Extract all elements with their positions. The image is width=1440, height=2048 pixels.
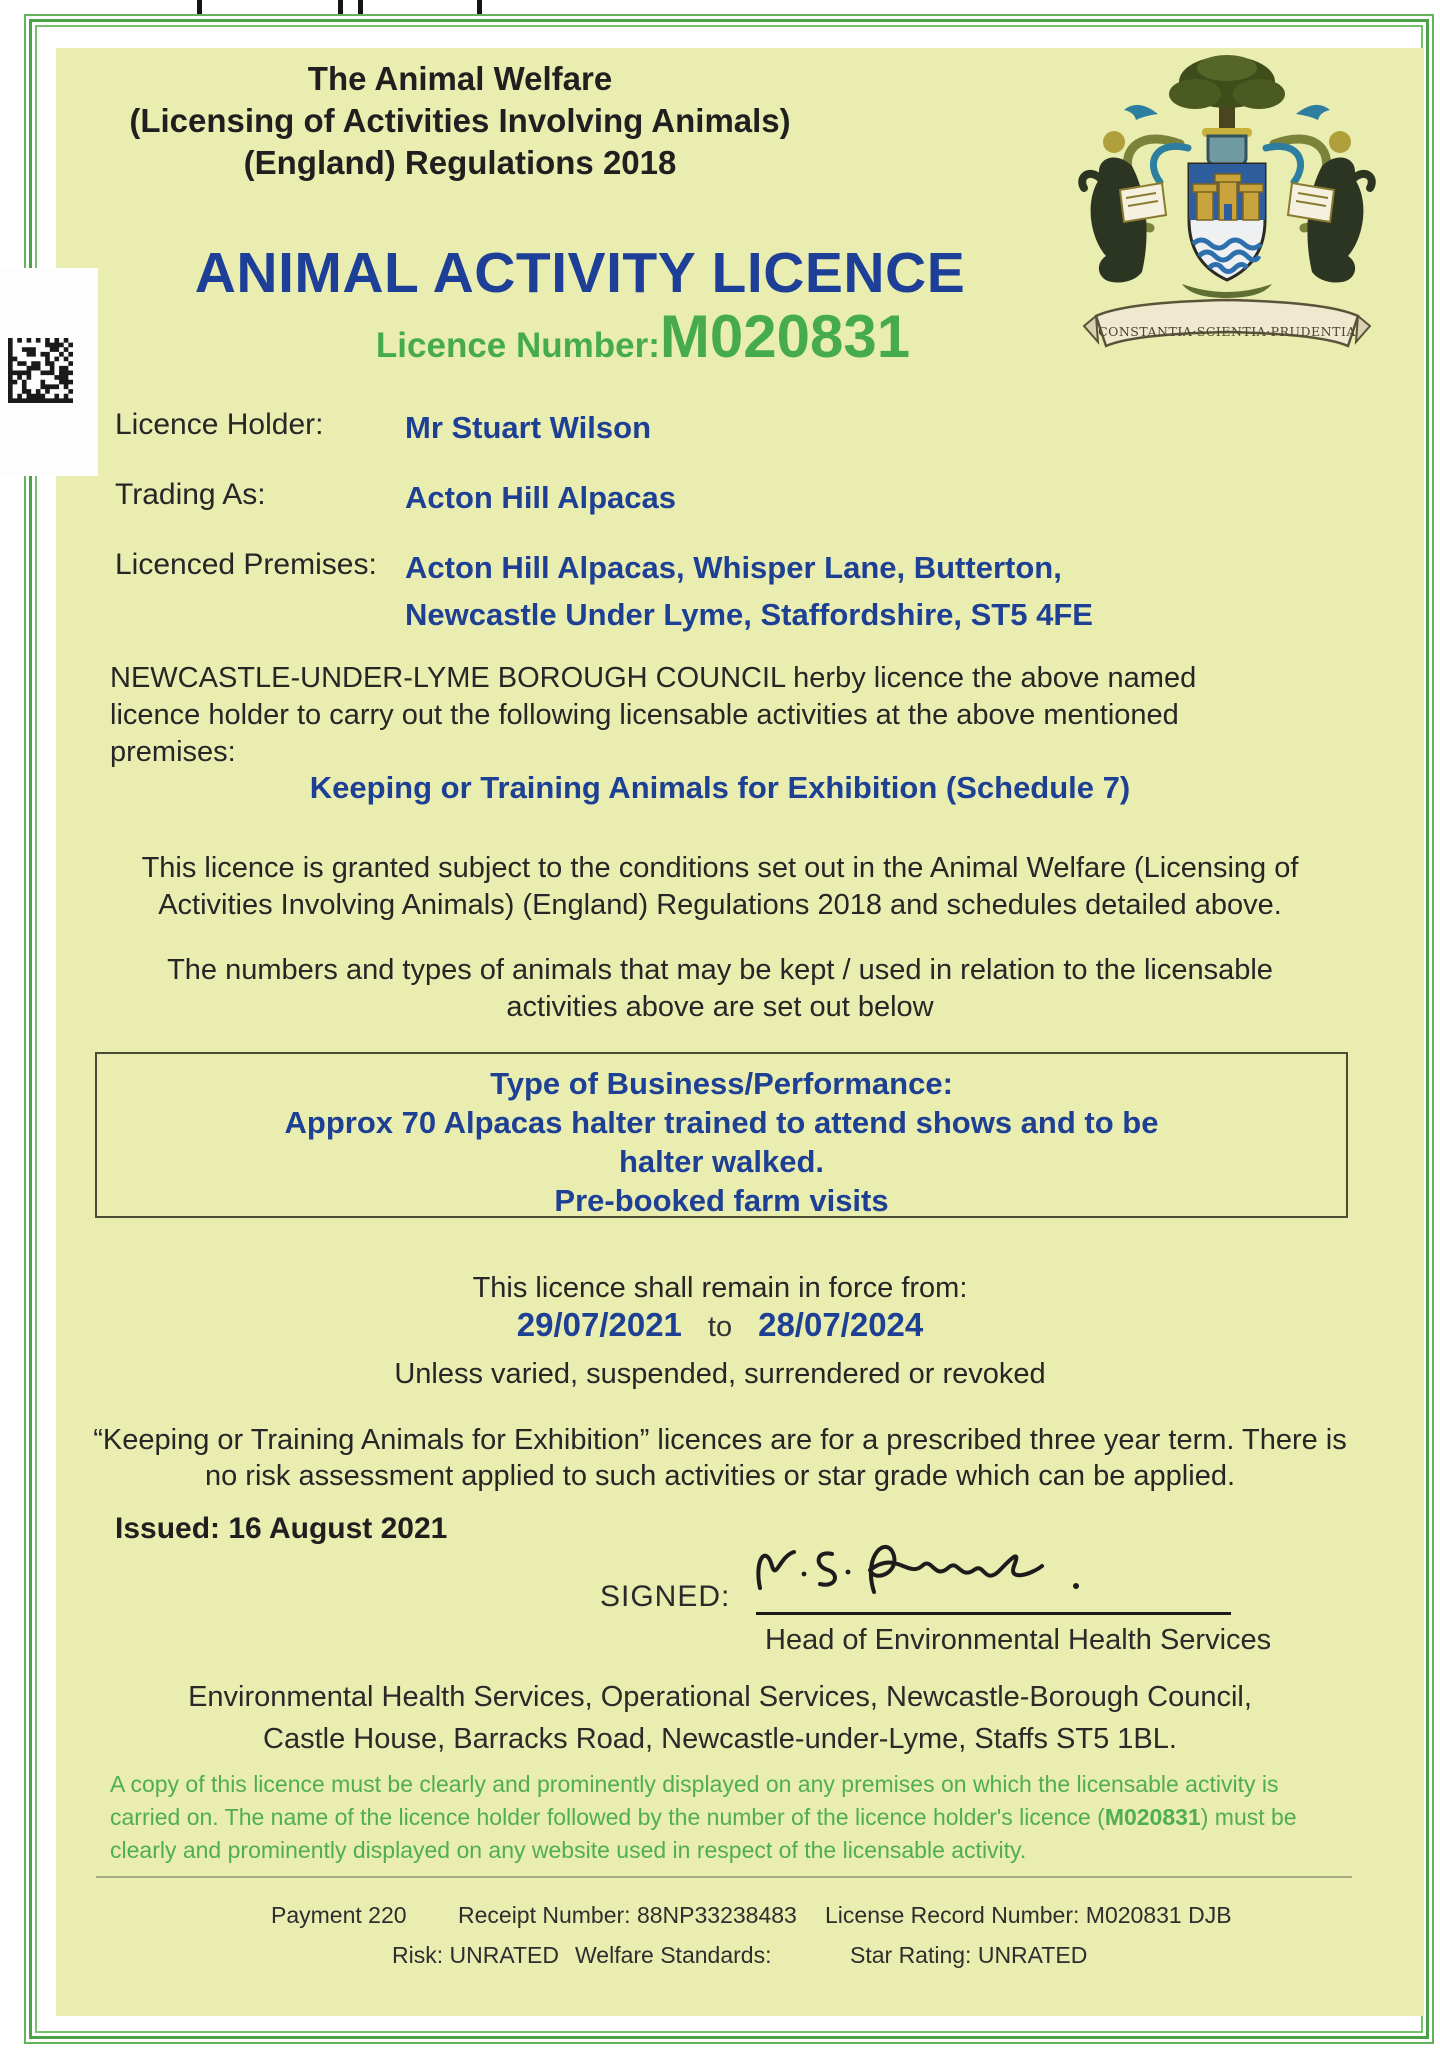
regulation-title-line: (Licensing of Activities Involving Animals)	[129, 102, 791, 139]
coat-of-arms	[1062, 48, 1392, 378]
authorisation-line: NEWCASTLE-UNDER-LYME BOROUGH COUNCIL herby licence the above named	[110, 662, 1197, 694]
office-address-line: Castle House, Barracks Road, Newcastle-under-Lyme, Staffs ST5 1BL.	[263, 1723, 1177, 1755]
footer-risk: Risk: UNRATED	[392, 1942, 559, 1968]
animal-numbers-line: activities above are set out below	[506, 991, 934, 1023]
licenced-premises-value	[405, 544, 1093, 638]
footer-star-rating: Star Rating: UNRATED	[850, 1942, 1088, 1968]
term-line: “Keeping or Training Animals for Exhibition” licences are for a prescribed three year term. There is	[93, 1424, 1347, 1456]
conditions-paragraph	[56, 850, 1384, 924]
crest-motto-ribbon	[1084, 300, 1370, 346]
trading-as-value: Acton Hill Alpacas	[405, 480, 677, 515]
handwritten-signature	[746, 1526, 1186, 1616]
footer-payment: Payment 220	[271, 1902, 407, 1928]
issued-date: Issued: 16 August 2021	[115, 1512, 448, 1545]
licenced-premises-line: Acton Hill Alpacas, Whisper Lane, Butterton,	[405, 550, 1062, 585]
crest-ornament	[1296, 105, 1330, 120]
licensed-activity: Keeping or Training Animals for Exhibition (Schedule 7)	[309, 770, 1131, 805]
page-title: ANIMAL ACTIVITY LICENCE	[194, 241, 966, 305]
crest-shield	[1189, 164, 1265, 280]
authorisation-line: premises:	[110, 736, 236, 768]
authorisation-line: licence holder to carry out the following licensable activities at the above mentioned	[110, 699, 1179, 731]
signatory-title: Head of Environmental Health Services	[765, 1624, 1272, 1656]
certificate-page	[56, 48, 1424, 2016]
business-performance-box	[95, 1052, 1348, 1218]
office-address	[56, 1676, 1384, 1760]
data-matrix-barcode	[8, 338, 73, 403]
activity-block	[56, 770, 1384, 806]
term-paragraph	[56, 1422, 1384, 1494]
business-box-line: Pre-booked farm visits	[554, 1183, 889, 1218]
business-box-line: Approx 70 Alpacas halter trained to attend shows and to be	[284, 1105, 1159, 1140]
validity-end-date: 28/07/2024	[758, 1306, 924, 1343]
regulation-title-line: (England) Regulations 2018	[243, 144, 677, 181]
licenced-premises-line: Newcastle Under Lyme, Staffordshire, ST5 4FE	[405, 597, 1093, 632]
signature-line	[756, 1612, 1231, 1615]
footer-licence-record-number: License Record Number: M020831 DJB	[825, 1902, 1232, 1928]
display-notice-licence-number: M020831	[1104, 1804, 1201, 1830]
licence-holder-value: Mr Stuart Wilson	[405, 410, 652, 445]
footer-divider	[96, 1876, 1352, 1878]
conditions-line: This licence is granted subject to the conditions set out in the Animal Welfare (Licensing of	[141, 852, 1299, 884]
regulation-title	[100, 58, 820, 184]
display-notice-line: A copy of this licence must be clearly and prominently displayed on any premises on which the licensable activity is	[110, 1771, 1279, 1797]
crest-ornament	[1124, 105, 1158, 120]
term-line: no risk assessment applied to such activities or star grade which can be applied.	[204, 1460, 1236, 1492]
crest-tree	[1169, 55, 1285, 134]
validity-start-date: 29/07/2021	[516, 1306, 682, 1343]
validity-intro: This licence shall remain in force from:	[472, 1272, 968, 1304]
licence-holder-label: Licence Holder:	[115, 408, 324, 441]
footer-receipt-number: Receipt Number: 88NP33238483	[458, 1902, 797, 1928]
crest-motto-text: CONSTANTIA·SCIENTIA·PRUDENTIA	[1098, 324, 1356, 339]
animal-numbers-paragraph	[56, 952, 1384, 1026]
licence-number-value: M020831	[659, 303, 911, 370]
office-address-line: Environmental Health Services, Operational Services, Newcastle-Borough Council,	[188, 1681, 1252, 1713]
display-notice-line: clearly and prominently displayed on any website used in respect of the licensable activity.	[110, 1837, 1027, 1863]
display-notice-line: carried on. The name of the licence holder followed by the number of the licence holder's licence (M020831) must be	[110, 1804, 1297, 1830]
authorisation-paragraph	[110, 660, 1330, 771]
business-box-line: halter walked.	[618, 1144, 825, 1179]
footer-welfare-standards: Welfare Standards:	[575, 1942, 772, 1968]
main-title-block	[56, 240, 1104, 306]
licence-number-label: Licence Number:	[375, 326, 660, 365]
signed-label: SIGNED:	[600, 1580, 731, 1613]
licence-number-row	[56, 302, 1230, 371]
barcode-sticker	[0, 268, 98, 476]
display-notice	[110, 1768, 1330, 1867]
validity-caveat: Unless varied, suspended, surrendered or revoked	[394, 1358, 1046, 1390]
validity-dates-row	[56, 1306, 1384, 1344]
licenced-premises-label: Licenced Premises:	[115, 548, 377, 581]
regulation-title-line: The Animal Welfare	[307, 60, 613, 97]
business-box-title: Type of Business/Performance:	[490, 1066, 953, 1101]
validity-to-label: to	[707, 1311, 733, 1343]
animal-numbers-line: The numbers and types of animals that may be kept / used in relation to the licensable	[167, 954, 1273, 986]
trading-as-label: Trading As:	[115, 478, 266, 511]
conditions-line: Activities Involving Animals) (England) Regulations 2018 and schedules detailed above.	[158, 889, 1282, 921]
